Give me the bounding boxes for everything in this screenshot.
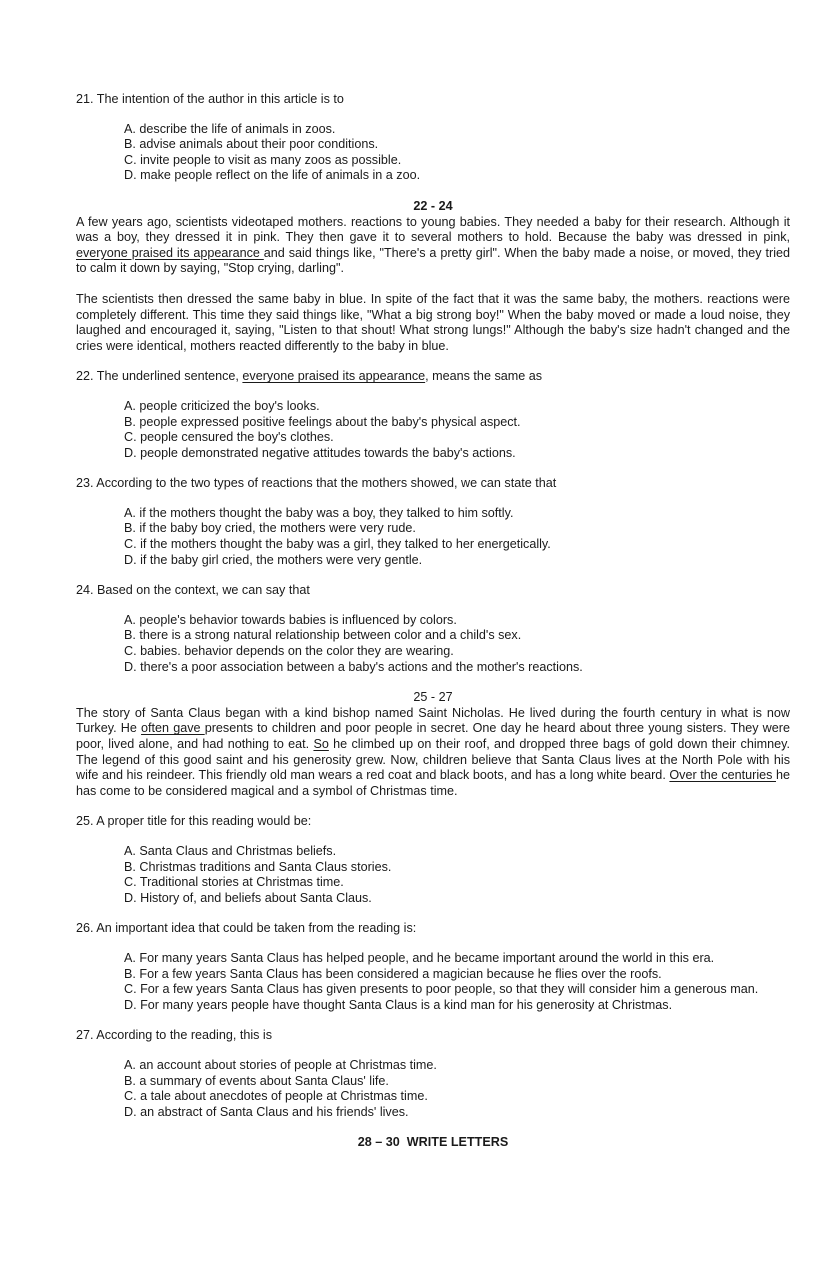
option-c: C. if the mothers thought the baby was a girl, they talked to her energetically. xyxy=(124,537,551,552)
text: 22. The underlined sentence, xyxy=(76,369,243,384)
underlined-phrase: often gave xyxy=(141,721,205,736)
reading-paragraph-2: The scientists then dressed the same baby in blue. In spite of the fact that it was the same baby, the mothers. reactions were completely different. This time they said things like, "What a big strong boy!" When the baby moved or made a loud noise, they laughed and encouraged it, saying, "Listen to that shout! What strong lungs!" Although the baby's size hadn't changed and the cries were identical, mothers reacted differently to the baby in blue. xyxy=(76,291,790,353)
reading-paragraph-1 xyxy=(76,215,790,277)
text: he climbed up on their roof, and dropped three bags of gold down their chimney. The legend of this good saint and his generosity grew. Now, children believe that Santa Claus lives at the North Pole with his wife and his reindeer. This friendly old man wears a red coat and black boots, and has a long white beard. xyxy=(76,737,790,783)
question-23 xyxy=(76,476,790,568)
option-list xyxy=(124,1058,790,1120)
question-22 xyxy=(76,369,790,461)
option-c: C. invite people to visit as many zoos as possible. xyxy=(124,152,402,167)
option-d: D. History of, and beliefs about Santa Claus. xyxy=(124,890,372,905)
question-stem xyxy=(76,369,790,385)
option-a: A. people criticized the boy's looks. xyxy=(124,398,320,413)
option-list xyxy=(124,844,790,906)
option-c: C. Traditional stories at Christmas time. xyxy=(124,875,344,890)
text: A few years ago, scientists videotaped mothers. reactions to young babies. They needed a baby for their research. Although it was a boy, they dressed it in pink. They then gave it to several mothers to hold. Because the baby was dressed in pink, xyxy=(76,214,790,245)
text: , means the same as xyxy=(425,369,543,384)
text: and said things like, "There's a pretty girl". When the baby made a noise, or moved, they tried to calm it down by saying, "Stop crying, darling". xyxy=(76,245,790,276)
section-22-24 xyxy=(76,199,790,354)
question-stem: 25. A proper title for this reading would be: xyxy=(76,814,312,829)
question-stem: 24. Based on the context, we can say that xyxy=(76,583,310,598)
option-b: B. a summary of events about Santa Claus' life. xyxy=(124,1073,389,1088)
option-list xyxy=(124,122,790,184)
option-list xyxy=(124,951,790,1013)
text: The story of Santa Claus began with a kind bishop named Saint Nicholas. He lived during the fourth century in what is now Turkey. He xyxy=(76,705,790,736)
section-title: 25 - 27 xyxy=(413,690,453,705)
underlined-phrase: So xyxy=(313,737,329,751)
option-d: D. people demonstrated negative attitudes towards the baby's actions. xyxy=(124,445,516,460)
underlined-phrase: everyone praised its appearance xyxy=(242,369,426,384)
text: he has come to be considered magical and a symbol of Christmas time. xyxy=(76,768,790,798)
option-list xyxy=(124,613,790,675)
option-list xyxy=(124,399,790,461)
option-a: A. Santa Claus and Christmas beliefs. xyxy=(124,843,337,858)
option-a: A. an account about stories of people at Christmas time. xyxy=(124,1057,437,1072)
option-c: C. a tale about anecdotes of people at Christmas time. xyxy=(124,1089,428,1104)
option-a: A. For many years Santa Claus has helped people, and he became important around the world in this era. xyxy=(124,950,715,965)
option-list xyxy=(124,506,790,568)
question-26 xyxy=(76,921,790,1013)
option-b: B. people expressed positive feelings about the baby's physical aspect. xyxy=(124,414,521,429)
underlined-phrase: Over the centuries xyxy=(669,768,776,783)
option-d: D. For many years people have thought Santa Claus is a kind man for his generosity at Christmas. xyxy=(124,997,673,1012)
option-b: B. if the baby boy cried, the mothers were very rude. xyxy=(124,521,416,536)
section-25-27 xyxy=(76,690,790,799)
option-c: C. For a few years Santa Claus has given presents to poor people, so that they will consider him a generous man. xyxy=(124,982,759,997)
question-21 xyxy=(76,92,790,184)
option-d: D. there's a poor association between a baby's actions and the mother's reactions. xyxy=(124,659,583,674)
section-title: 22 - 24 xyxy=(413,198,453,213)
option-b: B. there is a strong natural relationship between color and a child's sex. xyxy=(124,628,522,643)
option-b: B. Christmas traditions and Santa Claus stories. xyxy=(124,859,392,874)
reading-paragraph xyxy=(76,706,790,800)
option-d: D. an abstract of Santa Claus and his friends' lives. xyxy=(124,1104,409,1119)
question-24 xyxy=(76,583,790,675)
option-d: D. make people reflect on the life of animals in a zoo. xyxy=(124,168,421,183)
option-a: A. if the mothers thought the baby was a boy, they talked to him softly. xyxy=(124,505,514,520)
option-d: D. if the baby girl cried, the mothers were very gentle. xyxy=(124,552,423,567)
option-c: C. people censured the boy's clothes. xyxy=(124,430,334,445)
text: presents to children and poor people in secret. One day he heard about three young sisters. They were poor, lived alone, and had nothing to eat. xyxy=(76,721,790,751)
exam-page xyxy=(76,92,790,1151)
question-stem: 27. According to the reading, this is xyxy=(76,1028,273,1043)
option-a: A. describe the life of animals in zoos. xyxy=(124,121,336,136)
question-25 xyxy=(76,814,790,906)
question-stem: 21. The intention of the author in this article is to xyxy=(76,92,344,106)
section-28-30-title: 28 – 30 WRITE LETTERS xyxy=(357,1135,509,1150)
option-a: A. people's behavior towards babies is influenced by colors. xyxy=(124,612,457,627)
question-stem: 23. According to the two types of reactions that the mothers showed, we can state that xyxy=(76,476,557,491)
underlined-phrase: everyone praised its appearance xyxy=(76,245,264,260)
question-27 xyxy=(76,1028,790,1120)
option-b: B. For a few years Santa Claus has been considered a magician because he flies over the roofs. xyxy=(124,966,662,981)
option-c: C. babies. behavior depends on the color they are wearing. xyxy=(124,644,454,659)
option-b: B. advise animals about their poor conditions. xyxy=(124,137,379,152)
question-stem: 26. An important idea that could be taken from the reading is: xyxy=(76,921,417,936)
